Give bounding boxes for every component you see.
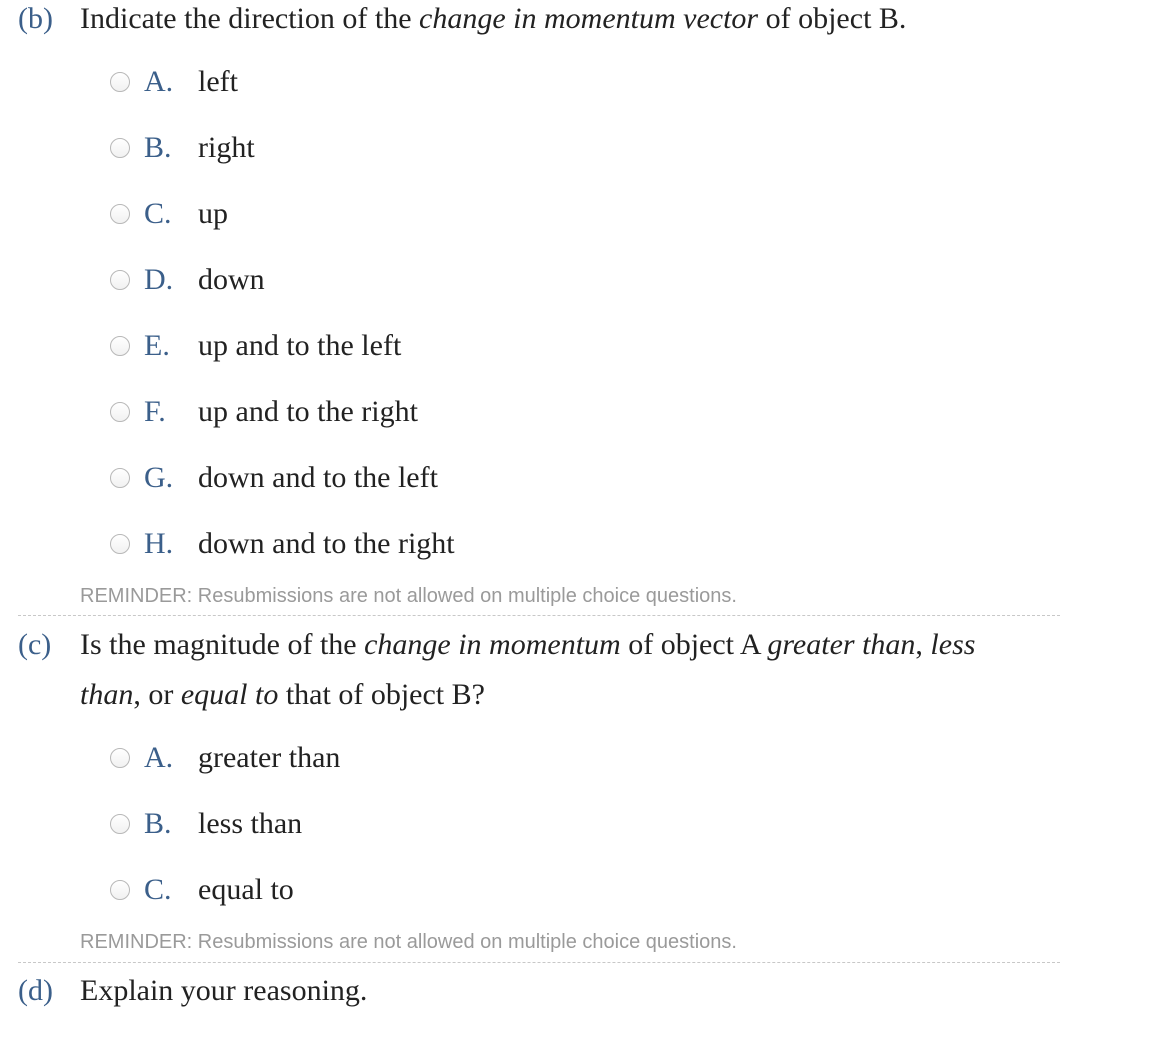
option-text: down and to the left: [198, 461, 438, 494]
option-b-f[interactable]: [110, 379, 455, 445]
option-letter: B.: [144, 807, 172, 840]
option-letter: F.: [144, 395, 166, 428]
radio-button[interactable]: [110, 814, 130, 834]
option-text: right: [198, 131, 255, 164]
question-b-label: (b): [18, 2, 53, 35]
option-b-g[interactable]: [110, 445, 455, 511]
option-c-c[interactable]: [110, 857, 340, 923]
option-letter: G.: [144, 461, 174, 494]
radio-button[interactable]: [110, 138, 130, 158]
option-letter: B.: [144, 131, 172, 164]
option-text: down: [198, 263, 265, 296]
option-b-d[interactable]: [110, 247, 455, 313]
question-c-label: (c): [18, 628, 52, 661]
option-text: left: [198, 65, 238, 98]
option-b-b[interactable]: [110, 115, 455, 181]
question-b-header: [18, 0, 906, 44]
option-letter: A.: [144, 741, 174, 774]
question-d-label: (d): [18, 974, 53, 1007]
radio-button[interactable]: [110, 880, 130, 900]
question-b-prompt: Indicate the direction of the change in momentum vector of object B.: [80, 2, 907, 35]
option-letter: D.: [144, 263, 174, 296]
option-b-h[interactable]: [110, 511, 455, 577]
option-b-c[interactable]: [110, 181, 455, 247]
reminder-b: REMINDER: Resubmissions are not allowed on multiple choice questions.: [80, 585, 737, 607]
option-letter: E.: [144, 329, 170, 362]
option-text: less than: [198, 807, 303, 840]
radio-button[interactable]: [110, 336, 130, 356]
option-letter: H.: [144, 527, 174, 560]
reminder-c: REMINDER: Resubmissions are not allowed on multiple choice questions.: [80, 931, 737, 953]
radio-button[interactable]: [110, 468, 130, 488]
option-text: down and to the right: [198, 527, 455, 560]
question-d-header: [18, 966, 367, 1016]
question-c-header: [18, 620, 1040, 720]
option-letter: A.: [144, 65, 174, 98]
option-text: greater than: [198, 741, 341, 774]
option-c-a[interactable]: [110, 725, 340, 791]
divider: [18, 962, 1060, 963]
question-b-options: [110, 49, 455, 577]
radio-button[interactable]: [110, 270, 130, 290]
question-d-prompt: Explain your reasoning.: [80, 974, 368, 1007]
divider: [18, 615, 1060, 616]
option-c-b[interactable]: [110, 791, 340, 857]
option-text: equal to: [198, 873, 294, 906]
radio-button[interactable]: [110, 402, 130, 422]
radio-button[interactable]: [110, 748, 130, 768]
radio-button[interactable]: [110, 534, 130, 554]
option-text: up and to the left: [198, 329, 402, 362]
radio-button[interactable]: [110, 204, 130, 224]
question-c-options: [110, 725, 340, 923]
option-b-a[interactable]: [110, 49, 455, 115]
option-text: up: [198, 197, 228, 230]
option-b-e[interactable]: [110, 313, 455, 379]
radio-button[interactable]: [110, 72, 130, 92]
option-letter: C.: [144, 197, 172, 230]
option-text: up and to the right: [198, 395, 418, 428]
option-letter: C.: [144, 873, 172, 906]
question-c-prompt: Is the magnitude of the change in momentum of object A greater than, less than, or equal to that of object B?: [80, 628, 976, 711]
